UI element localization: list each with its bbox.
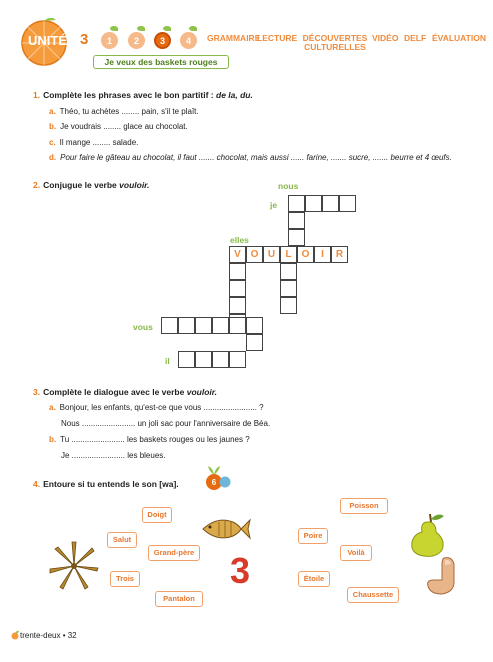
crossword-cell-vouloir[interactable]: R (331, 246, 348, 263)
crossword-cell-je[interactable] (305, 195, 322, 212)
word-voila[interactable]: Voilà (340, 545, 372, 561)
crossword-cell-je[interactable] (322, 195, 339, 212)
crossword-cell-vouloir[interactable]: V (229, 246, 246, 263)
crossword-cell-column[interactable] (229, 263, 246, 280)
crossword-cell-vous[interactable] (212, 317, 229, 334)
leaf-icon (110, 26, 118, 31)
crossword-cell-vous[interactable] (161, 317, 178, 334)
word-salut[interactable]: Salut (107, 532, 137, 548)
audio-track-button[interactable]: 6 (206, 474, 222, 490)
crossword-cell-vous[interactable] (178, 317, 195, 334)
nav-delf[interactable]: DELF (404, 33, 427, 43)
exercise-1-item-a: a. Théo, tu achètes ........ pain, s'il te plaît. (49, 107, 199, 116)
crossword-cell-il[interactable] (212, 351, 229, 368)
fish-icon (199, 514, 251, 544)
crossword-cell-vous[interactable] (246, 317, 263, 334)
word-poire[interactable]: Poire (298, 528, 328, 544)
crossword-cell-column[interactable] (229, 297, 246, 314)
unit-number: 3 (80, 31, 89, 48)
exercise-3-item-b-line2: Je ........................ les bleues. (61, 451, 166, 460)
exercise-3-item-a-line2: Nous ........................ un joli sac pour l'anniversaire de Béa. (61, 419, 271, 428)
label-vous: vous (133, 322, 153, 332)
exercise-1-title: 1. Complète les phrases avec le bon partitif : de la, du. (33, 90, 253, 100)
leaf-icon (163, 26, 171, 31)
nav-lecture[interactable]: LECTURE (257, 33, 298, 43)
pear-icon (408, 510, 448, 558)
exercise-1-item-b: b. Je voudrais ........ glace au chocolat. (49, 122, 188, 131)
word-chaussette[interactable]: Chaussette (347, 587, 399, 603)
crossword-cell-il[interactable] (178, 351, 195, 368)
label-elles: elles (230, 235, 249, 245)
crossword-cell-il[interactable] (229, 351, 246, 368)
exercise-2-title: 2. Conjugue le verbe vouloir. (33, 180, 150, 190)
exercise-4-title: 4. Entoure si tu entends le son [wa]. (33, 479, 179, 489)
page-number: trente-deux • 32 (20, 631, 77, 640)
lesson-4-button[interactable]: 4 (180, 32, 197, 49)
exercise-3-item-b-line1: b. Tu ........................ les baskets rouges ou les jaunes ? (49, 435, 250, 444)
leaf-icon (189, 26, 197, 31)
finger-icon (424, 556, 460, 596)
crossword-cell-je[interactable] (339, 195, 356, 212)
crossword-cell-vous[interactable] (195, 317, 212, 334)
nav-video[interactable]: VIDÉO (372, 33, 399, 43)
lesson-2-button[interactable]: 2 (128, 32, 145, 49)
crossword-cell-column[interactable] (229, 280, 246, 297)
exercise-3-item-a-line1: a. Bonjour, les enfants, qu'est-ce que vous ........................ ? (49, 403, 264, 412)
orange-leaf-icon (10, 630, 20, 640)
crossword-cell-nous[interactable] (288, 229, 305, 246)
word-etoile[interactable]: Étoile (298, 571, 330, 587)
crossword-cell-column[interactable] (280, 297, 297, 314)
label-nous: nous (278, 181, 299, 191)
star-anise-icon (48, 540, 100, 592)
crossword-cell-vous[interactable] (229, 317, 246, 334)
unit-label: UNITÉ (28, 33, 67, 48)
nav-grammaire[interactable]: GRAMMAIRE (207, 33, 261, 43)
leaf-icon (137, 26, 145, 31)
speaker-icon (218, 476, 232, 488)
exercise-1-item-d: d. Pour faire le gâteau au chocolat, il faut ....... chocolat, mais aussi ...... farine, ....... sucre, ....... beurre et 4 œufs. (49, 153, 452, 162)
lesson-title: Je veux des baskets rouges (93, 55, 229, 69)
nav-decouvertes[interactable]: DÉCOUVERTES CULTURELLES (302, 33, 368, 52)
crossword-cell-vouloir[interactable]: O (297, 246, 314, 263)
crossword-cell-vouloir[interactable]: O (246, 246, 263, 263)
exercise-3-title: 3. Complète le dialogue avec le verbe vouloir. (33, 387, 217, 397)
nav-evaluation[interactable]: ÉVALUATION (432, 33, 486, 43)
word-doigt[interactable]: Doigt (142, 507, 172, 523)
crossword-cell-je[interactable] (288, 195, 305, 212)
word-grand-pere[interactable]: Grand-père (148, 545, 200, 561)
crossword-cell-column[interactable] (280, 280, 297, 297)
crossword-cell-vouloir[interactable]: L (280, 246, 297, 263)
word-trois[interactable]: Trois (110, 571, 140, 587)
crossword-cell-nous[interactable] (288, 212, 305, 229)
word-poisson[interactable]: Poisson (340, 498, 388, 514)
lesson-3-button[interactable]: 3 (154, 32, 171, 49)
crossword-cell-il[interactable] (195, 351, 212, 368)
crossword-cell-column[interactable] (246, 334, 263, 351)
label-il: il (165, 356, 170, 366)
digit-three: 3 (230, 550, 251, 591)
crossword-cell-column[interactable] (280, 263, 297, 280)
lesson-1-button[interactable]: 1 (101, 32, 118, 49)
word-pantalon[interactable]: Pantalon (155, 591, 203, 607)
crossword-cell-vouloir[interactable]: U (263, 246, 280, 263)
exercise-1-item-c: c. Il mange ........ salade. (49, 138, 139, 147)
label-je: je (270, 200, 278, 210)
crossword-cell-vouloir[interactable]: I (314, 246, 331, 263)
